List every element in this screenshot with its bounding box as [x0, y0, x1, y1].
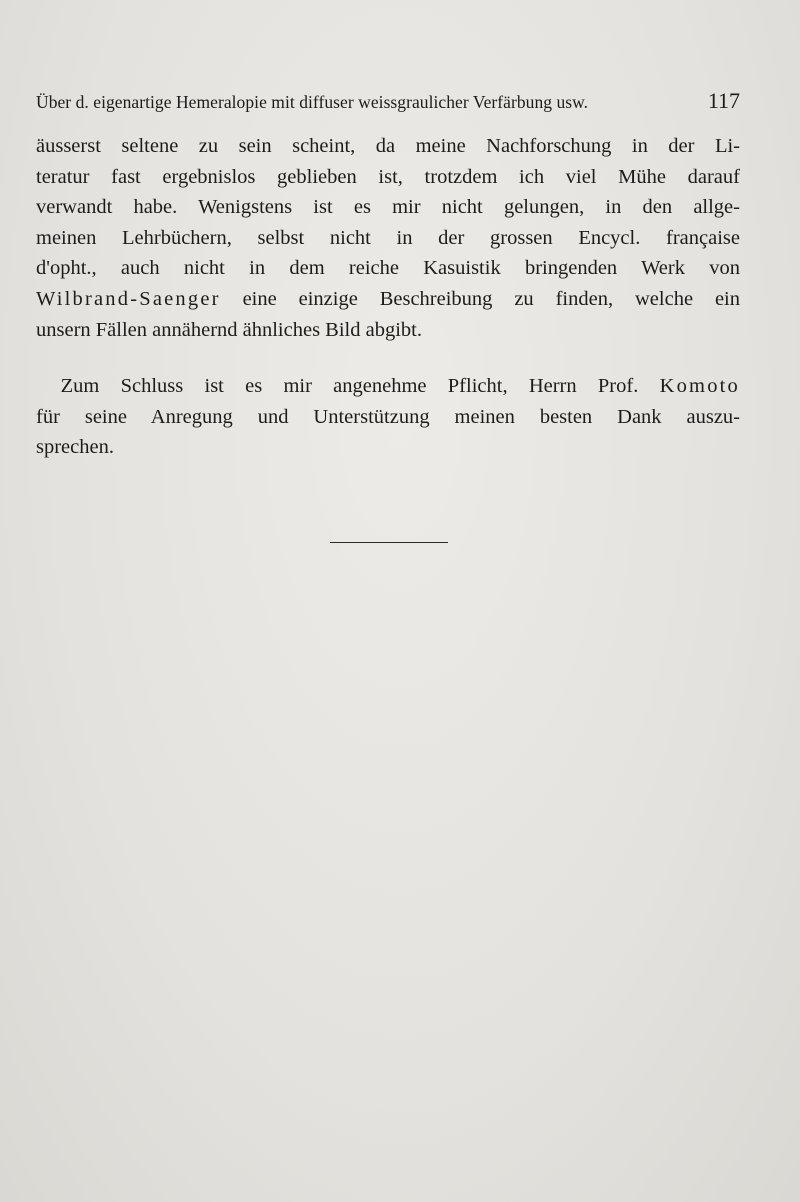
text-line: verwandt habe. Wenigstens ist es mir nicht gelungen, in den allge-	[36, 196, 740, 219]
paragraph-gap	[36, 345, 740, 371]
author-names: Wilbrand-Saenger	[36, 287, 221, 310]
page-number: 117	[707, 88, 740, 113]
text-line: äusserst seltene zu sein scheint, da meine Nachforschung in der Li-	[36, 135, 740, 157]
professor-name: Komoto	[659, 375, 740, 398]
section-divider-rule	[330, 542, 448, 543]
text-line: teratur fast ergebnislos geblieben ist, trotzdem ich viel Mühe darauf	[36, 165, 740, 188]
text-line-rest: eine einzige Beschreibung zu finden, welche ein	[242, 287, 740, 310]
text-line-with-authors	[36, 284, 740, 315]
text-line: d'opht., auch nicht in dem reiche Kasuistik bringenden Werk von	[36, 257, 740, 280]
page-header	[36, 88, 740, 114]
text-line-with-name	[36, 371, 740, 402]
paragraph-acknowledgement	[36, 371, 740, 463]
paragraph-conclusion	[36, 131, 740, 345]
running-title: Über d. eigenartige Hemeralopie mit diffuser weissgraulicher Verfärbung usw.	[36, 92, 589, 112]
text-line: für seine Anregung und Unterstützung meinen besten Dank auszu-	[36, 405, 740, 428]
text-line-start: Zum Schluss ist es mir angenehme Pflicht, Herrn Prof.	[60, 375, 639, 398]
text-line: sprechen.	[36, 436, 114, 459]
body-text	[36, 131, 740, 463]
text-line: meinen Lehrbüchern, selbst nicht in der grossen Encycl. française	[36, 226, 740, 249]
text-line: unsern Fällen annähernd ähnliches Bild abgibt.	[36, 318, 422, 341]
